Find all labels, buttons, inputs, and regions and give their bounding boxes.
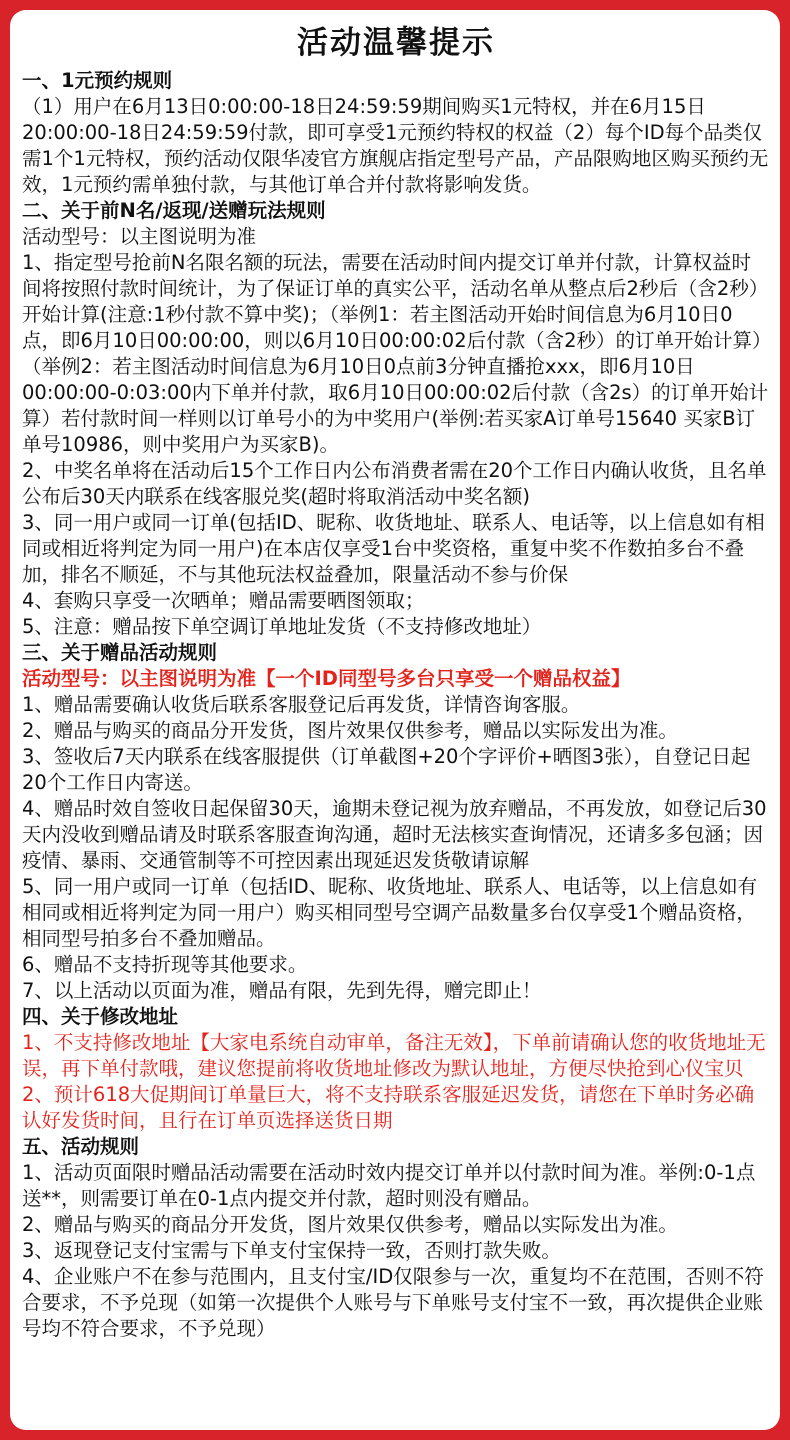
section-heading-topn: 二、关于前N名/返现/送赠玩法规则 — [22, 199, 326, 222]
activity-rule-1: 1、活动页面限时赠品活动需要在活动时效内提交订单并以付款时间为准。举例:0-1点送**，则需要订单在0-1点内提交并付款，超时则没有赠品。 — [22, 1161, 756, 1210]
address-rule-1: 1、不支持修改地址【大家电系统自动审单，备注无效】，下单前请确认您的收货地址无误，再下单付款哦，建议您提前将收货地址修改为默认地址，方便尽快抢到心仪宝贝 — [22, 1031, 766, 1080]
topn-rule-3: 3、同一用户或同一订单(包括ID、昵称、收货地址、联系人、电话等，以上信息如有相同或相近将判定为同一用户)在本店仅享受1台中奖资格，重复中奖不作数拍多台不叠加，排名不顺延，不与其他玩法权益叠加，限量活动不参与价保 — [22, 511, 765, 586]
notice-card — [10, 10, 780, 1430]
activity-rule-2: 2、赠品与购买的商品分开发货，图片效果仅供参考，赠品以实际发出为准。 — [22, 1213, 678, 1236]
section-heading-prebooking: 一、1元预约规则 — [22, 69, 173, 92]
gift-rule-5: 5、同一用户或同一订单（包括ID、昵称、收货地址、联系人、电话等，以上信息如有相同或相近将判定为同一用户）购买相同型号空调产品数量多台仅享受1个赠品资格，相同型号拍多台不叠加赠品。 — [22, 875, 758, 950]
gift-rule-7: 7、以上活动以页面为准，赠品有限，先到先得，赠完即止！ — [22, 979, 542, 1002]
topn-rule-4: 4、套购只享受一次晒单；赠品需要晒图领取； — [22, 589, 425, 612]
page-title: 活动温馨提示 — [297, 25, 495, 61]
activity-rule-3: 3、返现登记支付宝需与下单支付宝保持一致，否则打款失败。 — [22, 1239, 561, 1262]
activity-rule-4: 4、企业账户不在参与范围内，且支付宝/ID仅限参与一次，重复均不在范围，否则不符合要求，不予兑现（如第一次提供个人账号与下单账号支付宝不一致，再次提供企业账号均不符合要求，不予兑现） — [22, 1265, 764, 1340]
section-heading-gift: 三、关于赠品活动规则 — [22, 641, 218, 664]
gift-rule-1: 1、赠品需要确认收货后联系客服登记后再发货，详情咨询客服。 — [22, 693, 581, 716]
topn-rule-2: 2、中奖名单将在活动后15个工作日内公布消费者需在20个工作日内确认收货，且名单公布后30天内联系在线客服兑奖(超时将取消活动中奖名额) — [22, 459, 767, 508]
section-heading-address: 四、关于修改地址 — [22, 1005, 179, 1028]
gift-rule-3: 3、签收后7天内联系在线客服提供（订单截图+20个字评价+晒图3张），自登记日起20个工作日内寄送。 — [22, 745, 751, 794]
gift-rule-6: 6、赠品不支持折现等其他要求。 — [22, 953, 308, 976]
section-heading-activity: 五、活动规则 — [22, 1135, 140, 1158]
address-rule-2: 2、预计618大促期间订单量巨大，将不支持联系客服延迟发货，请您在下单时务必确认好发货时间，且行在订单页选择送货日期 — [22, 1083, 755, 1132]
gift-rule-4: 4、赠品时效自签收日起保留30天，逾期未登记视为放弃赠品，不再发放，如登记后30天内没收到赠品请及时联系客服查询沟通，超时无法核实查询情况，还请多多包涵；因疫情、暴雨、交通管制等不可控因素出现延迟发货敬请谅解 — [22, 797, 767, 872]
gift-rule-2: 2、赠品与购买的商品分开发货，图片效果仅供参考，赠品以实际发出为准。 — [22, 719, 678, 742]
prebooking-rule-text: （1）用户在6月13日0:00:00-18日24:59:59期间购买1元特权，并在6月15日20:00:00-18日24:59:59付款，即可享受1元预约特权的权益（2）每个ID每个品类仅需1个1元特权，预约活动仅限华凌官方旗舰店指定型号产品，产品限购地区购买预约无效，1元预约需单独付款，与其他订单合并付款将影响发货。 — [22, 95, 769, 196]
gift-highlight-note: 活动型号：以主图说明为准【一个ID同型号多台只享受一个赠品权益】 — [22, 667, 631, 690]
topn-rule-1: 1、指定型号抢前N名限名额的玩法，需要在活动时间内提交订单并付款，计算权益时间将按照付款时间统计，为了保证订单的真实公平，活动名单从整点后2秒后（含2秒）开始计算(注意:1秒付款不算中奖)；（举例1：若主图活动开始时间信息为6月10日0点，即6月10日00:00:00，则以6月10日00:00:02后付款（含2秒）的订单开始计算）（举例2：若主图活动时间信息为6月10日0点前3分钟直播抢xxx，即6月10日00:00:00-0:03:00内下单并付款，取6月10日00:00:02后付款（含2s）的订单开始计算）若付款时间一样则以订单号小的为中奖用户(举例:若买家A订单号15640 买家B订单号10986，则中奖用户为买家B)。 — [22, 251, 769, 456]
topn-rule-5: 5、注意：赠品按下单空调订单地址发货（不支持修改地址） — [22, 615, 542, 638]
topn-model-note: 活动型号：以主图说明为准 — [22, 225, 257, 248]
